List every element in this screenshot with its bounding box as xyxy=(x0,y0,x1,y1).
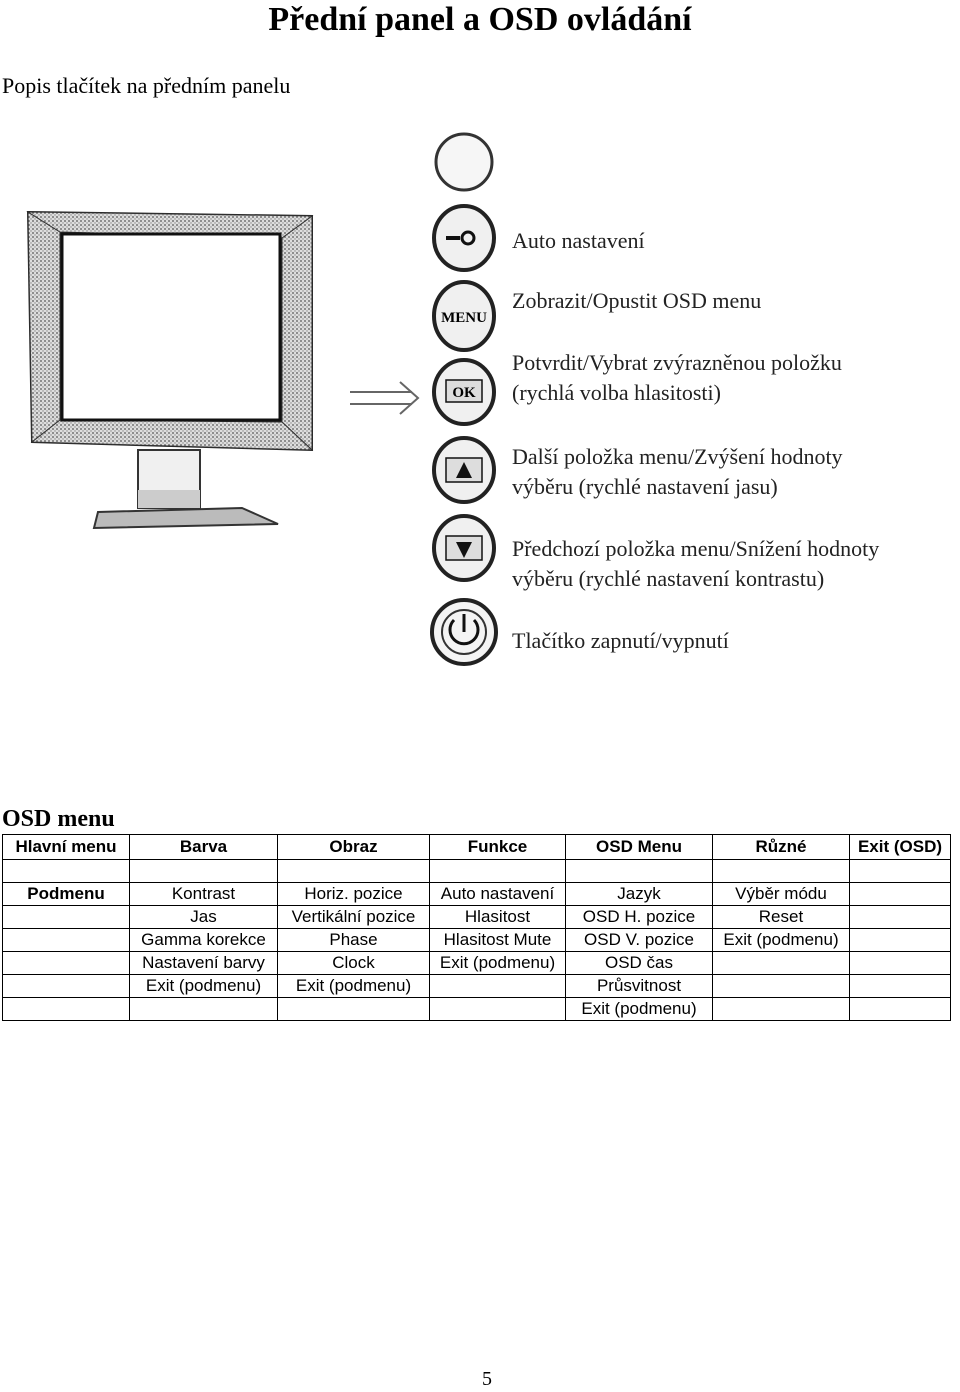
table-cell xyxy=(850,952,951,975)
label-power: Tlačítko zapnutí/vypnutí xyxy=(512,628,729,653)
table-row xyxy=(3,929,951,952)
section-subtitle: Popis tlačítek na předním panelu xyxy=(2,73,291,98)
table-cell xyxy=(713,998,850,1021)
table-cell: Horiz. pozice xyxy=(278,883,430,906)
table-row xyxy=(3,975,951,998)
table-cell xyxy=(850,929,951,952)
table-row xyxy=(3,883,951,906)
front-panel-illustration xyxy=(20,120,500,680)
table-cell xyxy=(713,952,850,975)
main-menu-ruzne: Různé xyxy=(713,835,850,860)
table-cell: Vertikální pozice xyxy=(278,906,430,929)
front-panel-figure xyxy=(20,120,500,680)
label-auto-adjust: Auto nastavení xyxy=(512,228,645,253)
button-descriptions xyxy=(512,0,960,700)
table-cell: Hlasitost xyxy=(430,906,566,929)
table-cell xyxy=(3,998,130,1021)
main-menu-obraz: Obraz xyxy=(278,835,430,860)
auto-adjust-button[interactable] xyxy=(434,206,494,270)
svg-text:MENU: MENU xyxy=(441,310,487,326)
page-title: Přední panel a OSD ovládání xyxy=(268,1,692,38)
menu-button[interactable] xyxy=(434,282,494,350)
label-down: Předchozí položka menu/Snížení hodnoty xyxy=(512,536,880,561)
label-up: Další položka menu/Zvýšení hodnoty xyxy=(512,444,843,469)
table-row xyxy=(3,906,951,929)
table-cell xyxy=(850,883,951,906)
table-cell xyxy=(3,906,130,929)
table-cell: Nastavení barvy xyxy=(130,952,278,975)
osd-menu-table xyxy=(2,834,951,1021)
table-cell xyxy=(713,975,850,998)
table-cell: Kontrast xyxy=(130,883,278,906)
table-row xyxy=(3,952,951,975)
label-ok: Potvrdit/Vybrat zvýrazněnou položku xyxy=(512,350,842,375)
table-cell xyxy=(278,998,430,1021)
main-menu-header: Hlavní menu xyxy=(3,835,130,860)
main-menu-barva: Barva xyxy=(130,835,278,860)
table-cell: Exit (podmenu) xyxy=(566,998,713,1021)
table-cell xyxy=(850,975,951,998)
table-cell xyxy=(130,998,278,1021)
label-menu: Zobrazit/Opustit OSD menu xyxy=(512,288,762,313)
table-cell xyxy=(3,952,130,975)
table-cell: Clock xyxy=(278,952,430,975)
page-number: 5 xyxy=(482,1368,492,1390)
table-cell: Exit (podmenu) xyxy=(130,975,278,998)
table-cell xyxy=(3,975,130,998)
osd-heading: OSD menu xyxy=(2,806,115,832)
main-menu-funkce: Funkce xyxy=(430,835,566,860)
svg-text:OK: OK xyxy=(452,385,476,401)
table-cell: Podmenu xyxy=(3,883,130,906)
down-button[interactable] xyxy=(434,516,494,580)
table-row xyxy=(3,998,951,1021)
table-cell: Exit (podmenu) xyxy=(713,929,850,952)
table-cell: Exit (podmenu) xyxy=(278,975,430,998)
table-cell: OSD čas xyxy=(566,952,713,975)
table-cell: Auto nastavení xyxy=(430,883,566,906)
main-menu-exit: Exit (OSD) xyxy=(850,835,951,860)
label-down-line2: výběru (rychlé nastavení kontrastu) xyxy=(512,566,825,591)
label-up-line2: výběru (rychlé nastavení jasu) xyxy=(512,474,778,499)
up-button[interactable] xyxy=(434,438,494,502)
table-cell xyxy=(430,975,566,998)
table-row-main xyxy=(3,835,951,860)
power-button[interactable] xyxy=(432,600,496,664)
table-cell: Reset xyxy=(713,906,850,929)
table-cell xyxy=(850,906,951,929)
table-cell: Jas xyxy=(130,906,278,929)
label-ok-line2: (rychlá volba hlasitosti) xyxy=(512,380,721,405)
table-cell xyxy=(3,929,130,952)
button-column xyxy=(436,134,492,190)
table-cell: Phase xyxy=(278,929,430,952)
table-row-spacer xyxy=(3,860,951,883)
table-cell xyxy=(430,998,566,1021)
table-cell: OSD V. pozice xyxy=(566,929,713,952)
main-menu-osd: OSD Menu xyxy=(566,835,713,860)
table-cell: OSD H. pozice xyxy=(566,906,713,929)
table-cell: Jazyk xyxy=(566,883,713,906)
table-cell: Exit (podmenu) xyxy=(430,952,566,975)
monitor-icon xyxy=(28,212,312,528)
table-cell: Průsvitnost xyxy=(566,975,713,998)
table-cell: Gamma korekce xyxy=(130,929,278,952)
arrow-icon xyxy=(350,382,418,414)
table-cell: Výběr módu xyxy=(713,883,850,906)
table-cell: Hlasitost Mute xyxy=(430,929,566,952)
ok-button[interactable] xyxy=(434,360,494,424)
table-cell xyxy=(850,998,951,1021)
